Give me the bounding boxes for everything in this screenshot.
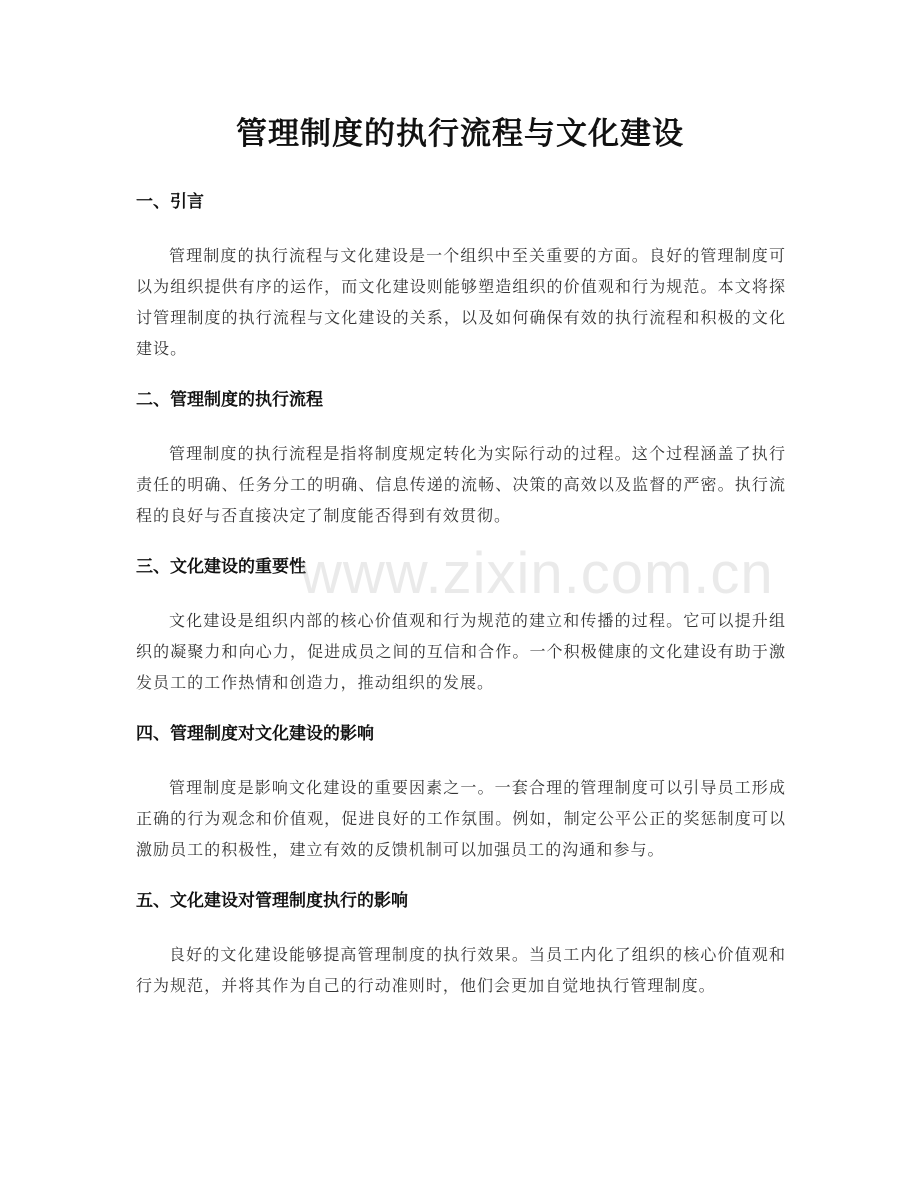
watermark: www.zixin.com.cn	[300, 541, 774, 606]
page-title: 管理制度的执行流程与文化建设	[236, 116, 684, 152]
section-heading: 二、管理制度的执行流程	[136, 390, 323, 410]
section-introduction	[136, 186, 786, 364]
section-paragraph: 管理制度是影响文化建设的重要因素之一。一套合理的管理制度可以引导员工形成正确的行为观念和价值观，促进良好的工作氛围。例如，制定公平公正的奖惩制度可以激励员工的积极性，建立有效的反馈机制可以加强员工的沟通和参与。	[136, 778, 786, 859]
section-execution-process	[136, 384, 786, 531]
section-culture-on-execution	[136, 885, 786, 1001]
section-heading: 四、管理制度对文化建设的影响	[136, 724, 374, 744]
section-culture-importance	[136, 551, 786, 698]
section-paragraph: 文化建设是组织内部的核心价值观和行为规范的建立和传播的过程。它可以提升组织的凝聚力和向心力，促进成员之间的互信和合作。一个积极健康的文化建设有助于激发员工的工作热情和创造力，推动组织的发展。	[136, 611, 786, 692]
section-paragraph: 管理制度的执行流程与文化建设是一个组织中至关重要的方面。良好的管理制度可以为组织提供有序的运作，而文化建设则能够塑造组织的价值观和行为规范。本文将探讨管理制度的执行流程与文化建设的关系，以及如何确保有效的执行流程和积极的文化建设。	[136, 246, 786, 358]
section-paragraph: 良好的文化建设能够提高管理制度的执行效果。当员工内化了组织的核心价值观和行为规范，并将其作为自己的行动准则时，他们会更加自觉地执行管理制度。	[136, 945, 786, 995]
section-paragraph: 管理制度的执行流程是指将制度规定转化为实际行动的过程。这个过程涵盖了执行责任的明确、任务分工的明确、信息传递的流畅、决策的高效以及监督的严密。执行流程的良好与否直接决定了制度能否得到有效贯彻。	[136, 444, 786, 525]
section-heading: 三、文化建设的重要性	[136, 557, 306, 577]
section-heading: 五、文化建设对管理制度执行的影响	[136, 891, 408, 911]
section-system-on-culture	[136, 718, 786, 865]
document-body	[136, 186, 786, 1021]
section-heading: 一、引言	[136, 192, 204, 212]
